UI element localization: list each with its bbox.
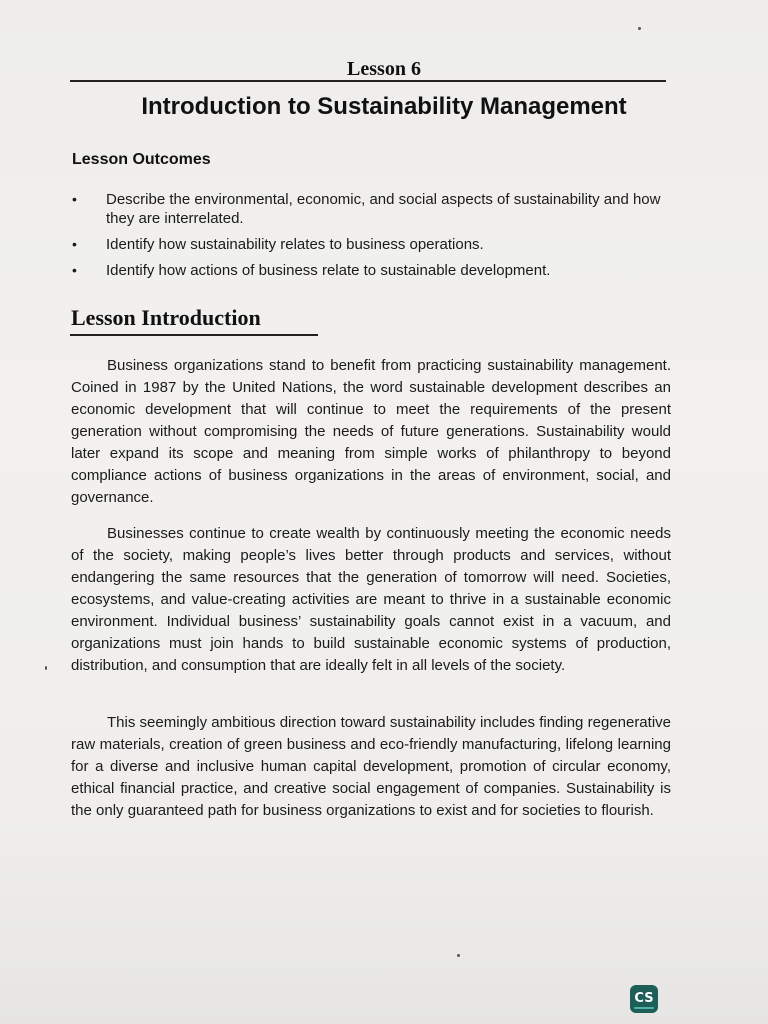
scan-speck <box>45 666 47 670</box>
outcomes-list <box>72 190 672 287</box>
header-rule <box>70 80 666 82</box>
list-item <box>72 190 672 228</box>
outcomes-heading: Lesson Outcomes <box>72 151 211 168</box>
scan-speck <box>457 954 460 957</box>
section-heading-underline <box>70 334 318 336</box>
section-heading: Lesson Introduction <box>71 305 261 330</box>
scan-speck <box>638 27 641 30</box>
page-title: Introduction to Sustainability Management <box>141 93 627 120</box>
bullet-icon: • <box>72 191 77 207</box>
bullet-icon: • <box>72 262 77 278</box>
lesson-number: Lesson 6 <box>347 58 421 80</box>
camscanner-logo-icon: CS <box>630 985 658 1013</box>
body-paragraph: This seemingly ambitious direction toward sustainability includes finding regenerative raw materials, creation of green business and eco-friendly manufacturing, lifelong learning for a diverse and inclusive human capital development, promotion of circular economy, ethical financial practice, and creative social engagement of companies. Sustainability is the only guaranteed path for business organizations to exist and for societies to flourish. <box>71 714 671 819</box>
bullet-icon: • <box>72 236 77 252</box>
list-item <box>72 235 672 254</box>
list-item <box>72 261 672 280</box>
body-paragraph: Business organizations stand to benefit from practicing sustainability management. Coined in 1987 by the United Nations, the word sustainable development describes an economic development that will continue to meet the requirements of the present generation without compromising the needs of future generations. Sustainability would later expand its scope and meaning from simple works of philanthropy to beyond compliance actions of business organizations in the areas of environment, social, and governance. <box>71 357 671 506</box>
outcome-text: Identify how sustainability relates to business operations. <box>106 236 484 253</box>
body-paragraph: Businesses continue to create wealth by continuously meeting the economic needs of the society, making people’s lives better through products and services, without endangering the same resources that the generation of tomorrow will need. Societies, ecosystems, and value-creating activities are meant to thrive in a sustainable economic environment. Individual business’ sustainability goals cannot exist in a vacuum, and organizations must join hands to build sustainable economic systems of production, distribution, and consumption that are ideally felt in all levels of the society. <box>71 525 671 674</box>
outcome-text: Describe the environmental, economic, and social aspects of sustainability and how they are interrelated. <box>106 191 661 227</box>
outcome-text: Identify how actions of business relate to sustainable development. <box>106 262 551 279</box>
